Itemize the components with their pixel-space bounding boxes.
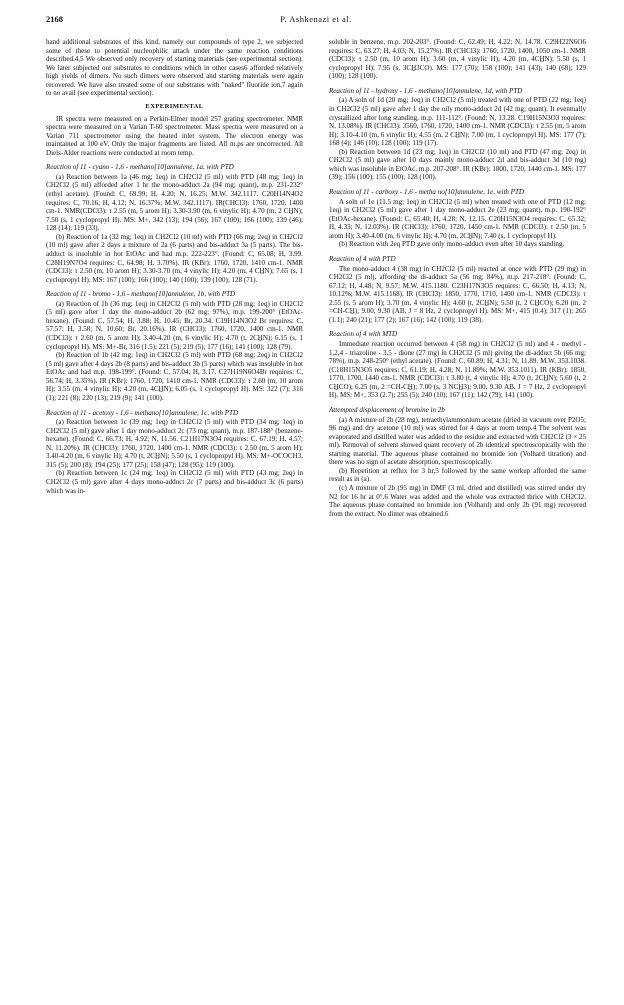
section-heading: Reaction of 4 with PTD — [329, 254, 396, 263]
left-column — [46, 38, 303, 993]
paragraph: (b) Reaction between 1c (24 mg; 1eq) in CH2Cl2 (5 ml) with PTD (43 mg; 2eq) in CH2Cl2 (5 ml) gave after 4 days mono-adduct 2c (7 parts) and bis-adduct 3c (6 parts) which was in- — [46, 469, 303, 495]
paragraph: (b) Reaction with 2eq PTD gave only mono-adduct even after 10 days standing. — [339, 240, 565, 249]
paragraph: A soln of 1e (11.5 mg; 1eq) in CH2Cl2 (5 ml) when treated with one of PTD (12 mg; 1eq) in CH2Cl2 (5 ml) gave after 1 day mono-adduct 2e (23 mg; quant), m.p. 190-192° (EtOAc-hexane). (Found: C, 65.40; H, 4.28; N, 12.15. C20H15N3O4 requires: C, 65.32; H, 4.33; N, 12.03%). IR (CHCl3): 1760, 1720, 1450 cm-1. NMR (CDCl3): τ 2.50 (m, 5 arom H); 3.40-4.00 (m, 6 vinylic H); 4.70 (m, 2CH̲N); 7.40 (s, 1 cyclopropyl H). — [329, 197, 586, 240]
section-heading: Reaction of 11 - bromo - 1,6 - methano[10]annulene, 1b, with PTD — [46, 290, 236, 299]
running-title: P. Ashkenazi et al. — [280, 14, 352, 24]
paragraph: (a) Reaction between 1a (46 mg; 1eq) in CH2Cl2 (5 ml) with PTD (48 mg; 1eq) in CH2Cl2 (5 ml) afforded after 1 hr the mono-adduct 2a (94 mg; quant), m.p. 231-232° (ethyl acetate). (Found: C, 69.99; H, 4.20; N, 16.25; M.W. 342.1117. C20H14N4O2 requires: C, 70.16; H, 4.12; N, 16.37%; M.W. 342.1117). IR(CHCl3): 1760, 1720, 1400 cm-1. NMR(CDCl3): τ 2.55 (m, 5 arom H); 3.30-3.90 (m, 6 vinylic H); 4.70 (m, 2 CH̲N); 7.50 (s, 1 cyclopropyl H). MS: M+, 342 (13); 194 (56); 167 (100); 166 (100); 139 (46); 128 (14); 119 (33). — [46, 172, 303, 233]
section-heading: Reaction of 11 - cyano - 1,6 - methano[10]annulene, 1a, with PTD — [46, 163, 234, 172]
paragraph: Immediate reaction occurred between 4 (58 mg) in CH2Cl2 (5 ml) and 4 - methyl - 1,2,4 - triazoline - 3,5 - dione (27 mg) in CH2Cl2 (5 ml) giving the di-adduct 5b (66 mg; 78%), m.p. 248-250° (ethyl acetate). (Found: C, 60.89; H, 4.31; N, 11.89. M.W. 353.1038. (C18H15N3O5 requires: C, 61.19; H, 4.28; N, 11.89%; M.W. 353.1011). IR (KBr): 1850, 1770, 1700, 1440 cm-1. NMR (CDCl3): τ 3.80 (t, 4 vinylic H); 4.70 (t, 2CH̲N); 5.60 (t, 2 CH̲CO); 6.25 (m, 2 =CH-CH̲); 7.00 (s, 3 NCH̲3); 9.00, 9.30 AB, J = 7 Hz, 2 cyclopropyl H). MS: M+, 353 (2.7); 255 (5); 240 (10); 167 (11); 142 (79); 141 (100). — [329, 340, 586, 400]
section-heading: Reaction of 11 - hydroxy - 1,6 - methano[10]annulene, 1d, with PTD — [329, 86, 523, 95]
paragraph: (a) Reaction between 1c (39 mg; 1eq) in CH2Cl2 (5 ml) with PTD (34 mg; 1eq) in CH2Cl2 (5 ml) gave after 1 day mono-adduct 2c (73 mg; quant), m.p. 187-188° (benzene-hexane). (Found: C, 66.73; H, 4.92; N, 11.56. C21H17N3O4 requires: C, 67.19; H, 4.57; N, 11.20%). IR (CHCl3): 1760, 1720, 1400 cm-1. NMR (CDCl3): τ 2.50 (m, 5 arom H); 3.40-4.20 (m, 6 vinylic H); 4.70 (t, 2CH̲N); 5.50 (s, 1 cyclopropyl H). MS: M+-OCOCH3, 315 (5); 200 (8); 194 (25); 177 (25); 158 (47); 128 (95); 119 (100). — [46, 418, 303, 469]
page-number: 2168 — [46, 14, 63, 24]
experimental-heading: EXPERIMENTAL — [145, 102, 204, 110]
paragraph: (a) A mixture of 2b (28 mg), tetraethylammonium acetate (dried in vacuum over P2O5; 96 mg) and dry acetone (10 ml) was stirred for 4 days at room temp.4 The solvent was evaporated and distilled water was added to the residue and extracted with CH2Cl2 (3 × 25 ml). Removal of solvent showed quant recovery of 2b identical spectroscopically with the starting material. The aqueous phase contained no bromide ion (Volhard titration) and there was no sign of acetate absorption, spectroscopically. — [329, 415, 586, 467]
right-column — [329, 38, 586, 993]
paragraph: hand additional substrates of this kind, namely our compounds of type 2, we subjected some of these to potential nucleophilic attack under the same reaction conditions described.4,5 We observed only recovery of starting materials (see experimental section). We later subjected our substrates to conditions which in other cases6 afforded relatively high yields of dimers. No such dimers were observed and starting materials were again recovered. We have also treated some of our substrates with "naked" fluoride ion,7 again to no avail (see experimental section). — [46, 38, 303, 98]
paragraph: soluble in benzene, m.p. 202-203°. (Found: C, 62.49; H, 4.22; N, 14.78. C29H22N6O6 requires: C, 63.27; H, 4.03; N, 15.27%). IR (CHCl3): 1760, 1720, 1400, 1050 cm-1. NMR (CDCl3): τ 2.50 (m, 10 arom H); 3.60 (m, 4 vinylic H); 4.20 (m, 4CH̲N); 5.50 (s, 1 cyclopropyl H); 7.95 (s, 3CH̲3CO). MS: 177 (70); 158 (100); 141 (43); 140 (68); 129 (100); 128 (100). — [329, 38, 586, 81]
paragraph: (b) Reaction between 1d (23 mg; 1eq) in CH2Cl2 (10 ml) and PTD (47 mg; 2eq) in CH2Cl2 (5 ml) gave after 10 days mainly mono-adduct 2d and bis-adduct 3d (10 mg) which was insoluble in EtOAc, m.p. 207-208°. IR (KBr): 1800, 1720, 1440 cm-1. MS: 177 (39); 156 (100); 155 (100); 128 (100). — [329, 147, 586, 182]
section-heading: Reaction of 4 with MTD — [329, 330, 398, 339]
paragraph: (b) Reaction of 1a (32 mg; 1eq) in CH2Cl2 (10 ml) with PTD (66 mg; 2eq) in CH2Cl2 (10 ml) gave after 2 days a mixture of 2a (6 parts) and bis-adduct 3a (5 parts). The bis-adduct is insoluble in hot EtOAc and had m.p. 222-223°. (Found: C, 65.08; H, 3.99. C28H19N7O4 requires: C, 64.98; H, 3.70%). IR (KBr): 1760, 1720, 1410 cm-1. NMR (CDCl3): τ 2.50 (m, 10 arom H); 3.30-3.70 (m, 4 vinylic H); 4.20 (m, 4 CH̲N); 7.65 (s, 1 cyclopropyl H). MS: 167 (100); 166 (100); 140 (100); 139 (100); 128 (71). — [46, 232, 303, 284]
paragraph: The mono-adduct 4 (38 mg) in CH2Cl2 (5 ml) reacted at once with PTD (29 mg) in CH2Cl2 (5 ml), affording the di-adduct 5a (56 mg; 84%), m.p. 217-218°. (Found: C, 67.12; H, 4.48; N, 9.57; M.W. 415.1180. C23H17N3O5 requires: C, 66.50; H, 4.13; N, 10.12%; M.W. 415.1168). IR (CHCl3): 1850, 1770, 1710, 1400 cm-1. NMR (CDCl3): τ 2.55 (s, 5 arom H); 3.70 (m, 4 vinylic H); 4.60 (t, 2CH̲N); 5.50 (t, 2 CH̲CO); 6.20 (m, 2 =CH-CH̲); 9.00, 9.30 (AB, J = 8 Hz, 2 cyclopropyl H). MS: M+, 415 (0.4); 317 (1); 265 (1.1); 240 (21); 177 (2); 167 (16); 142 (100); 119 (38). — [329, 264, 586, 324]
paragraph: (a) Reaction of 1b (36 mg; 1eq) in CH2Cl2 (5 ml) with PTD (28 mg; 1eq) in CH2Cl2 (5 ml) gave after 1 day the mono-adduct 2b (62 mg; 97%), m.p. 199-200° (EtOAc-hexane). (Found: C, 57.54; H, 3.88; H, 10.45; Br, 20.34. C19H14N3O2 Br requires: C, 57.57; H, 3.58; N, 10.60; Br, 20.16%). IR (CHCl3): 1760, 1720, 1400 cm-1. NMR (CDCl3): τ 2.60 (m, 5 arom H); 3.40-4.20 (m, 6 vinylic H); 4.70 (t, 2CH̲N); 6.15 (s, 1 cyclopropyl H). MS: M+-Br, 316 (1.5); 221 (5); 219 (5); 177 (16); 141 (100); 128 (79). — [46, 299, 303, 351]
section-heading: Attempted displacement of bromine in 2b — [329, 405, 445, 414]
paragraph: (b) Reaction of 1b (42 mg; 1eq) in CH2Cl2 (5 ml) with PTD (68 mg; 2eq) in CH2Cl2 (5 ml) gave after 4 days 2b (8 parts) and bis-adduct 3b (5 parts) which was insoluble in hot EtOAc and had m.p. 198-199°. (Found: C, 57.04; H, 3.17. C27H19N6O4Br requires: C, 56.74; H, 3.35%). IR (KBr): 1760, 1720, 1410 cm-1. NMR (CDCl3): τ 2.60 (m, 10 arom H); 3.55 (m, 4 vinylic H); 4.20 (m, 4CH̲N); 6.05 (s, 1 cyclopropyl H). MS: 322 (7); 316 (1); 221 (8); 220 (13); 219 (9); 141 (100). — [46, 351, 303, 402]
section-heading: Reaction of 11 - carboxy - 1,6 - metha no[10]annulene, 1e, with PTD — [329, 188, 524, 196]
section-heading: Reaction of 11 - acetoxy - 1,6 - methano[10]annulene, 1c, with PTD — [46, 408, 239, 417]
running-header — [46, 14, 586, 28]
paragraph: (b) Repetition at reflux for 3 hr,5 followed by the same workup afforded the same result as in (a). — [329, 466, 586, 484]
paragraph: (c) A mixture of 2b (95 mg) in DMF (3 ml, dried and distilled) was stirred under dry N2 for 16 hr at 0°.6 Water was added and the whole was extracted thrice with CH2Cl2. The aqueous phase contained no bromide ion (Volhard) and only 2b (91 mg) recovered from the extract. No dimer was obtained.6 — [329, 484, 586, 518]
paragraph: (a) A soln of 1d (20 mg; 1eq) in CH2Cl2 (5 ml) treated with one of PTD (22 mg; 1eq) in CH2Cl2 (5 ml) gave after 1 day the oily mono-adduct 2d (42 mg; quant). It eventually crystallized after long standing, m.p. 111-112°. (Found: N, 13.28. C19H15N3O3 requires: N, 13.08%). IR (CHCl3): 3560, 1760, 1720, 1400 cm-1. NMR (CDCl3): τ 2.55 (m, 5 arom H); 3.10-4.10 (m, 6 vinylic H); 4.55 (m, 2 CH̲N); 7.00 (m, 1 cyclopropyl H). MS: 177 (7); 168 (4); 146 (10); 128 (100); 119 (17). — [329, 96, 586, 148]
paragraph: IR spectra were measured on a Perkin-Elmer model 257 grating spectrometer. NMR spectra were measured on a Varian T-60 spectrometer. Mass spectra were measured on a Varian 711 spectrometer using the heated inlet system. The electron energy was maintained at 100 eV. Only the major fragments are listed. All m.ps are uncorrected. All Diels-Alder reactions were conducted at room temp. — [46, 114, 303, 157]
